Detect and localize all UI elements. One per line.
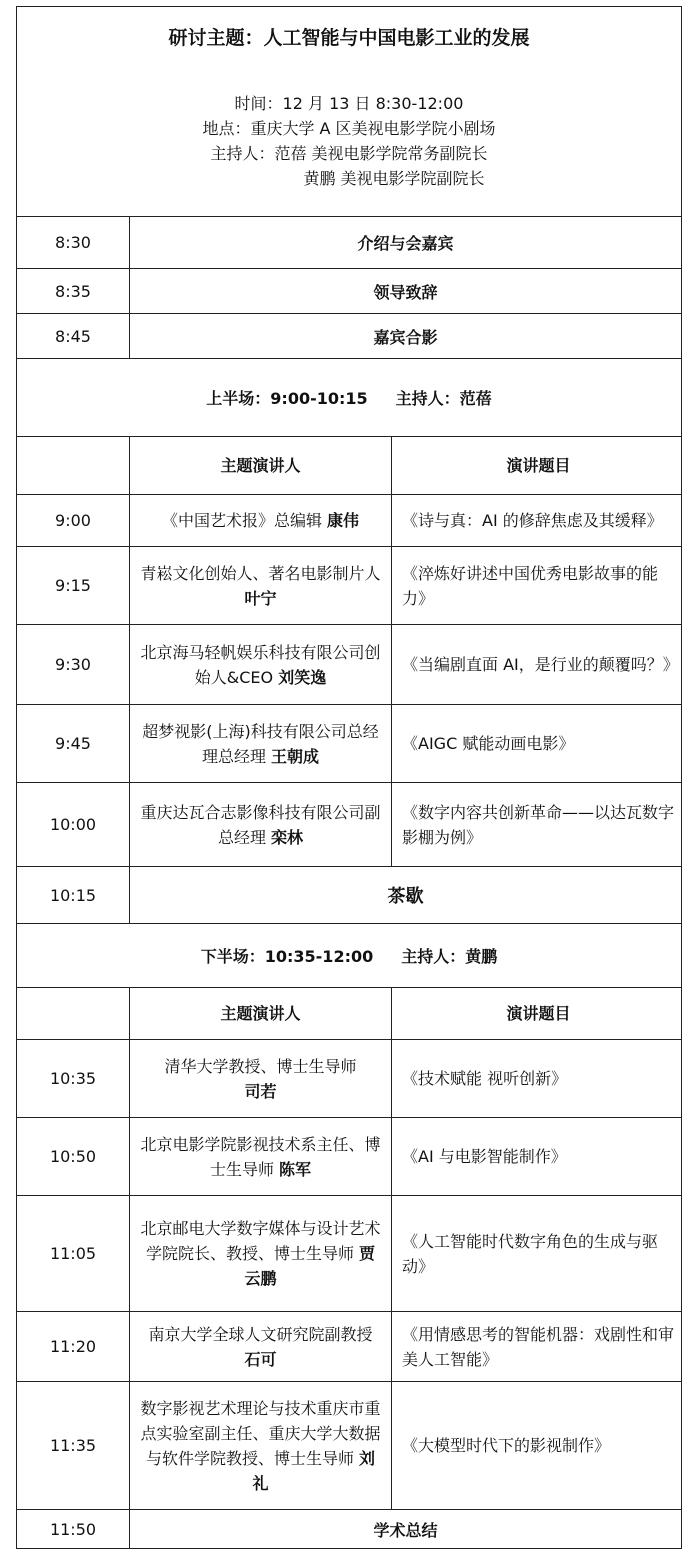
- column-header-topic: 演讲题目: [506, 456, 571, 475]
- session-label: 下半场：10:35-12:00: [200, 947, 374, 966]
- speaker-name: 石可: [244, 1349, 277, 1369]
- speaker-name: 叶宁: [244, 588, 277, 608]
- table-row: [17, 1118, 681, 1196]
- column-header-row: [17, 437, 681, 495]
- column-header-speaker: 主题演讲人: [130, 988, 392, 1039]
- column-header-topic: 演讲题目: [506, 1004, 571, 1023]
- event-time: 时间：12 月 13 日 8:30-12:00: [234, 94, 464, 113]
- speaker-name: 刘礼: [252, 1448, 376, 1493]
- speaker-cell: 南京大学全球人文研究院副教授 石可: [130, 1312, 392, 1381]
- topic-cell: 《大模型时代下的影视制作》: [402, 1436, 611, 1455]
- event-host-1: 主持人：范蓓 美视电影学院常务副院长: [210, 144, 488, 163]
- time-cell: 8:45: [17, 314, 130, 358]
- speaker-cell: 重庆达瓦合志影像科技有限公司副总经理 栾林: [130, 783, 392, 866]
- time-cell: 10:50: [17, 1118, 130, 1195]
- speaker-cell: 超梦视影(上海)科技有限公司总经理总经理 王朝成: [130, 705, 392, 782]
- table-row: [17, 269, 681, 314]
- event-cell: 茶歇: [387, 886, 424, 907]
- topic-cell: 《AI 与电影智能制作》: [402, 1147, 567, 1166]
- header-block: [17, 7, 681, 217]
- speaker-name: 贾云鹏: [244, 1244, 376, 1288]
- speaker-cell: 北京电影学院影视技术系主任、博士生导师 陈军: [130, 1118, 392, 1195]
- time-cell: 10:15: [17, 867, 130, 923]
- table-row: [17, 625, 681, 705]
- table-row: [17, 783, 681, 867]
- session-heading: [17, 924, 681, 988]
- table-row: [17, 1312, 681, 1382]
- event-info: [17, 91, 681, 191]
- time-cell: 9:45: [17, 705, 130, 782]
- speaker-name: 司若: [244, 1081, 277, 1101]
- table-row: [17, 547, 681, 625]
- session-label: 上半场：9:00-10:15: [206, 389, 368, 408]
- table-row: [17, 495, 681, 547]
- column-header-row: [17, 988, 681, 1040]
- time-cell: 11:05: [17, 1196, 130, 1311]
- table-row: [17, 705, 681, 783]
- page-title: 研讨主题：人工智能与中国电影工业的发展: [168, 27, 530, 49]
- topic-cell: 《AIGC 赋能动画电影》: [402, 734, 575, 753]
- topic-cell: 《数字内容共创新革命——以达瓦数字影棚为例》: [402, 802, 675, 847]
- speaker-cell: 清华大学教授、博士生导师 司若: [130, 1040, 392, 1117]
- speaker-cell: 数字影视艺术理论与技术重庆市重点实验室副主任、重庆大学大数据与软件学院教授、博士生导师 刘礼: [130, 1382, 392, 1509]
- speaker-cell: 青崧文化创始人、著名电影制片人 叶宁: [130, 547, 392, 624]
- time-cell: 9:30: [17, 625, 130, 704]
- time-cell: 10:35: [17, 1040, 130, 1117]
- topic-cell: 《淬炼好讲述中国优秀电影故事的能力》: [402, 563, 659, 608]
- speaker-name: 栾林: [271, 827, 304, 847]
- speaker-cell: 北京海马轻帆娱乐科技有限公司创始人&CEO 刘笑逸: [130, 625, 392, 704]
- topic-cell: 《技术赋能 视听创新》: [402, 1069, 568, 1088]
- time-cell: 8:30: [17, 217, 130, 268]
- event-location: 地点：重庆大学 A 区美视电影学院小剧场: [202, 119, 496, 138]
- topic-cell: 《用情感思考的智能机器：戏剧性和审美人工智能》: [402, 1324, 675, 1369]
- time-cell: 11:20: [17, 1312, 130, 1381]
- event-cell: 嘉宾合影: [373, 327, 438, 347]
- table-row: [17, 867, 681, 924]
- table-row: [17, 1196, 681, 1312]
- table-row: [17, 1040, 681, 1118]
- speaker-name: 刘笑逸: [278, 667, 327, 687]
- speaker-name: 康伟: [327, 511, 360, 530]
- table-row: [17, 1510, 681, 1548]
- speaker-cell: 《中国艺术报》总编辑 康伟: [130, 495, 392, 546]
- event-cell: 学术总结: [373, 1520, 438, 1540]
- schedule-table: [16, 6, 682, 1549]
- time-cell: 8:35: [17, 269, 130, 313]
- table-row: [17, 1382, 681, 1510]
- topic-cell: 《当编剧直面 AI，是行业的颠覆吗？》: [402, 655, 679, 674]
- session-host: 主持人：范蓓: [395, 389, 492, 408]
- time-cell: 9:00: [17, 495, 130, 546]
- topic-cell: 《人工智能时代数字角色的生成与驱动》: [402, 1231, 659, 1276]
- event-cell: 介绍与会嘉宾: [357, 234, 454, 253]
- time-cell: 11:50: [17, 1510, 130, 1548]
- speaker-cell: 北京邮电大学数字媒体与设计艺术学院院长、教授、博士生导师 贾云鹏: [130, 1196, 392, 1311]
- event-cell: 领导致辞: [373, 282, 438, 302]
- time-cell: 9:15: [17, 547, 130, 624]
- time-cell: 10:00: [17, 783, 130, 866]
- table-row: [17, 217, 681, 269]
- time-cell: 11:35: [17, 1382, 130, 1509]
- session-heading: [17, 359, 681, 437]
- speaker-name: 陈军: [279, 1159, 312, 1179]
- session-host: 主持人：黄鹏: [401, 947, 498, 966]
- table-row: [17, 314, 681, 359]
- topic-cell: 《诗与真：AI 的修辞焦虑及其缓释》: [402, 511, 663, 530]
- speaker-name: 王朝成: [271, 746, 320, 766]
- event-host-2: 黄鹏 美视电影学院副院长: [303, 169, 485, 188]
- column-header-speaker: 主题演讲人: [130, 437, 392, 494]
